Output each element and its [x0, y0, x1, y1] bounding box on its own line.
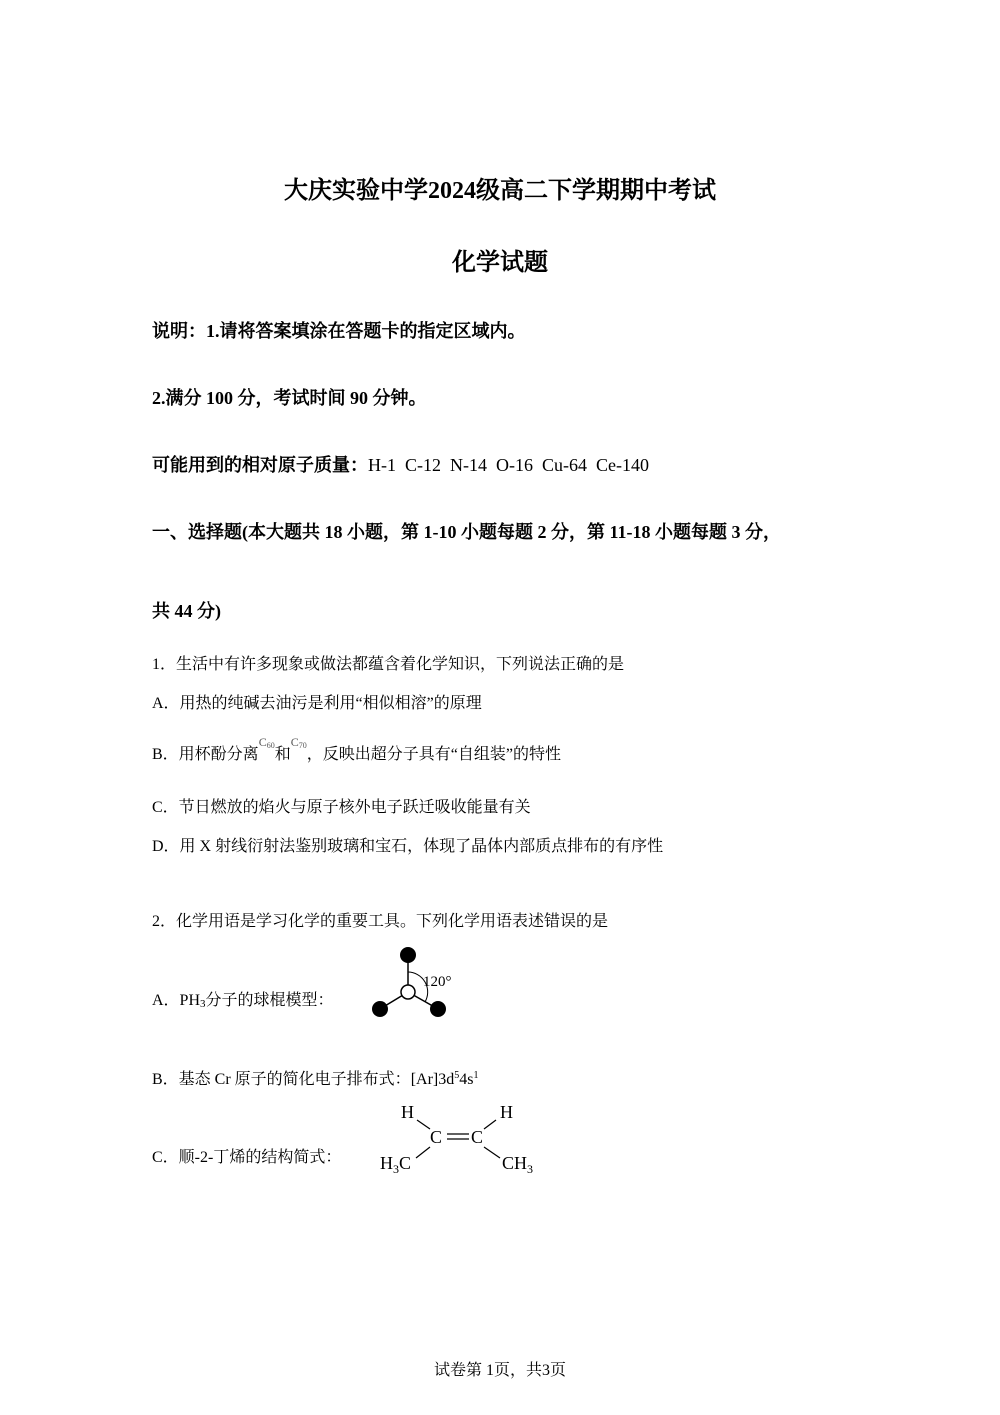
ch3-sub: 3: [527, 1162, 534, 1176]
section-heading-line-2: 共 44 分): [152, 601, 221, 621]
atomic-mass-values: H-1 C-12 N-14 O-16 Cu-64 Ce-140: [368, 455, 649, 475]
c60-formula: [259, 735, 275, 749]
q1-stem: 1．生活中有许多现象或做法都蕴含着化学知识，下列说法正确的是: [152, 656, 625, 673]
ch3-ch: CH: [502, 1153, 528, 1173]
cr-config-part1: [Ar]3d: [410, 1071, 455, 1088]
exam-title: 大庆实验中学2024级高二下学期期中考试: [284, 178, 716, 204]
subject-title: 化学试题: [452, 250, 548, 276]
cr-config-sup1: 5: [454, 1070, 460, 1081]
bond-h-c-right: [484, 1120, 496, 1129]
instruction-line-2: 2.满分 100 分，考试时间 90 分钟。: [152, 388, 427, 408]
p-atom: [401, 985, 415, 999]
h3c-h: H: [380, 1153, 393, 1173]
c70-sub: 70: [298, 741, 307, 750]
q2-stem: 2．化学用语是学习化学的重要工具。下列化学用语表述错误的是: [152, 913, 609, 930]
h3c-group: [380, 1153, 411, 1176]
q1-b-suffix: ，反映出超分子具有“自组装”的特性: [306, 746, 561, 763]
c70-c: C: [290, 735, 299, 749]
q2-a-sub: 3: [200, 998, 206, 1010]
angle-label: 120°: [423, 974, 452, 990]
q1-option-b: [152, 735, 561, 764]
ph3-ball-stick-model: [366, 942, 466, 1022]
bond-h-c-left: [417, 1120, 430, 1129]
h-atom-left: [372, 1001, 388, 1017]
h3c-c: C: [399, 1153, 412, 1173]
bond-c-ch3-left: [416, 1147, 430, 1158]
q2-a-suffix: 分子的球棍模型：: [205, 992, 334, 1009]
cr-config-sup2: 1: [473, 1070, 479, 1081]
c60-c: C: [258, 735, 267, 749]
q1-option-d: D．用 X 射线衍射法鉴别玻璃和宝石，体现了晶体内部质点排布的有序性: [152, 838, 664, 855]
atomic-mass-line: [152, 451, 649, 477]
q2-a-prefix: A．PH: [152, 992, 201, 1009]
page-footer: 试卷第 1页，共3页: [433, 1362, 566, 1379]
q1-option-c: C．节日燃放的焰火与原子核外电子跃迁吸收能量有关: [152, 799, 531, 816]
carbon-left: C: [430, 1127, 443, 1147]
h-left: H: [401, 1102, 414, 1122]
c60-sub: 60: [266, 741, 275, 750]
carbon-right: C: [471, 1127, 484, 1147]
h-right: H: [500, 1102, 513, 1122]
h-atom-top: [400, 947, 416, 963]
bond-c-ch3-right: [484, 1147, 500, 1158]
q2-option-a: [152, 987, 334, 1010]
cis-2-butene-structure: [370, 1096, 550, 1180]
instruction-line-1: 说明：1.请将答案填涂在答题卡的指定区域内。: [152, 321, 526, 341]
q2-b-prefix: B．基态 Cr 原子的简化电子排布式：: [152, 1071, 411, 1088]
q1-b-prefix: B．用杯酚分离: [152, 746, 259, 763]
q2-option-c: C．顺-2-丁烯的结构简式：: [152, 1149, 342, 1166]
section-heading-line-1: 一、选择题(本大题共 18 小题，第 1-10 小题每题 2 分，第 11-18 小题每题 3 分，: [152, 522, 781, 542]
c70-formula: [291, 735, 307, 749]
q1-b-and: 和: [274, 746, 291, 763]
ch3-group: [502, 1153, 533, 1176]
h3c-sub: 3: [393, 1162, 399, 1176]
q1-option-a: A．用热的纯碱去油污是利用“相似相溶”的原理: [152, 695, 482, 712]
cr-config-part2: 4s: [459, 1071, 474, 1088]
h-atom-right: [430, 1001, 446, 1017]
atomic-mass-label: 可能用到的相对原子质量：: [152, 455, 368, 475]
q2-option-b: [152, 1066, 478, 1089]
